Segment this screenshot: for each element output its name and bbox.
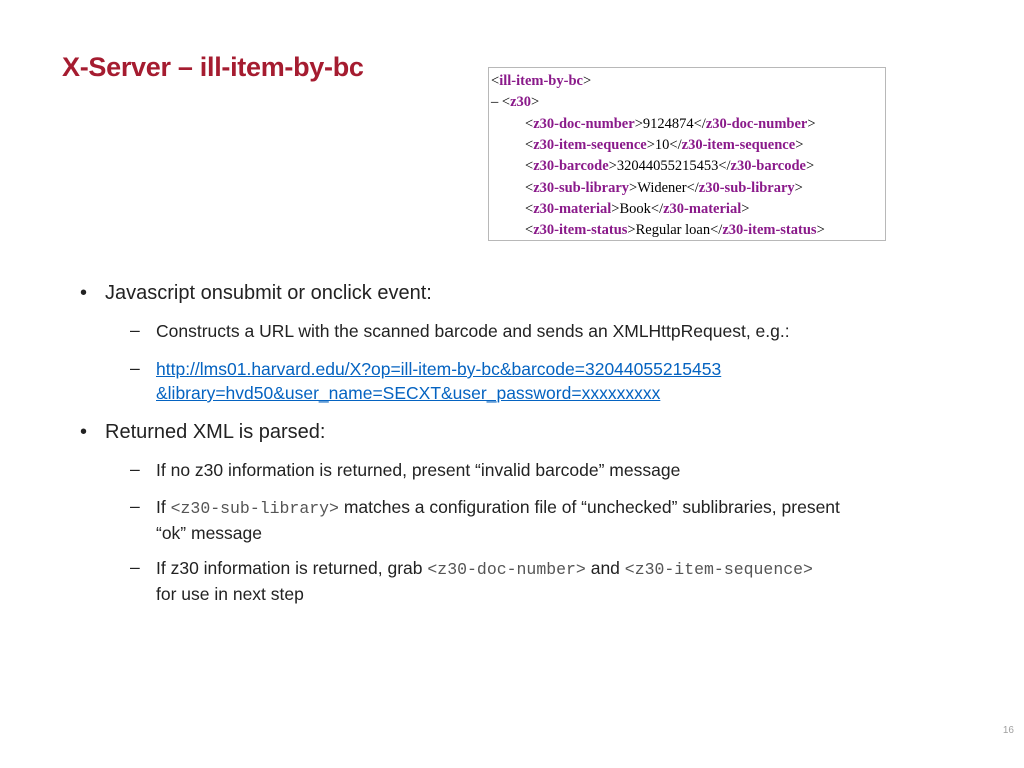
- sub-bullet-dash: –: [130, 496, 140, 516]
- xml-bracket: >: [531, 94, 540, 110]
- xml-tag-name: z30-material: [663, 201, 742, 217]
- bullet-marker: •: [80, 421, 88, 443]
- xml-tag-name: z30: [510, 94, 531, 110]
- xml-z30-open: [491, 92, 539, 112]
- xml-tag-name: z30-doc-number: [533, 116, 635, 132]
- xml-value: 32044055215453: [616, 158, 719, 174]
- xml-tag-name: z30-barcode: [730, 158, 806, 174]
- sub-bullet-dash: –: [130, 557, 140, 577]
- example-url-link[interactable]: [156, 357, 721, 405]
- xml-field-row: <z30-barcode>32044055215453</z30-barcode>: [525, 158, 815, 174]
- code-z30-item-sequence: <z30-item-sequence>: [624, 560, 813, 579]
- sub-bullet-sub-library-match: If <z30-sub-library> matches a configuration file of “unchecked” sublibraries, present “ok” message: [156, 497, 840, 543]
- xml-field-row: <z30-item-sequence>10</z30-item-sequence>: [525, 137, 804, 153]
- xml-bracket: >: [582, 73, 592, 89]
- bullet-marker: •: [80, 282, 88, 304]
- xml-field-row: <z30-material>Book</z30-material>: [525, 201, 750, 217]
- url-line-2[interactable]: &library=hvd50&user_name=SECXT&user_password=xxxxxxxxx: [156, 383, 661, 403]
- xml-tag-name: z30-item-sequence: [533, 137, 647, 153]
- xml-bracket: <: [501, 94, 511, 110]
- sub-bullet-constructs-url: Constructs a URL with the scanned barcode and sends an XMLHttpRequest, e.g.:: [156, 321, 790, 341]
- xml-tag-name: ill-item-by-bc: [499, 73, 583, 89]
- code-z30-sub-library: <z30-sub-library>: [170, 499, 339, 518]
- page-number: 16: [1002, 725, 1014, 736]
- xml-field-row: <z30-item-status>Regular loan</z30-item-status>: [525, 222, 825, 238]
- sub-bullet-invalid-barcode: If no z30 information is returned, present “invalid barcode” message: [156, 460, 681, 480]
- slide-title: X-Server – ill-item-by-bc: [62, 52, 364, 82]
- xml-value: Regular loan: [635, 222, 711, 238]
- xml-response-panel: [488, 67, 886, 241]
- xml-tag-name: z30-doc-number: [705, 116, 808, 132]
- code-z30-doc-number: <z30-doc-number>: [427, 560, 586, 579]
- sub-bullet-grab-fields: If z30 information is returned, grab <z30-doc-number> and <z30-item-sequence> for use in next step: [156, 558, 813, 604]
- collapse-toggle[interactable]: –: [491, 94, 499, 110]
- xml-value: Book: [619, 201, 651, 217]
- sub-bullet-dash: –: [130, 459, 140, 479]
- xml-tag-name: z30-item-status: [533, 222, 628, 238]
- xml-tag-name: z30-sub-library: [698, 180, 795, 196]
- xml-value: 10: [654, 137, 670, 153]
- xml-tag-name: z30-barcode: [533, 158, 609, 174]
- xml-tag-name: z30-material: [533, 201, 612, 217]
- xml-value: 9124874: [642, 116, 694, 132]
- bullet-returned-xml: Returned XML is parsed:: [105, 421, 326, 443]
- xml-field-row: <z30-sub-library>Widener</z30-sub-library>: [525, 180, 803, 196]
- xml-tag-name: z30-item-sequence: [681, 137, 796, 153]
- xml-root-open: [491, 71, 591, 91]
- xml-value: Widener: [637, 180, 687, 196]
- xml-field-row: <z30-doc-number>9124874</z30-doc-number>: [525, 116, 816, 132]
- xml-tag-name: z30-item-status: [722, 222, 817, 238]
- bullet-javascript-event: Javascript onsubmit or onclick event:: [105, 282, 432, 304]
- xml-bracket: <: [491, 73, 500, 89]
- sub-bullet-dash: –: [130, 358, 140, 378]
- xml-tag-name: z30-sub-library: [533, 180, 630, 196]
- sub-bullet-dash: –: [130, 320, 140, 340]
- url-line-1[interactable]: http://lms01.harvard.edu/X?op=ill-item-by-bc&barcode=32044055215453: [156, 359, 722, 379]
